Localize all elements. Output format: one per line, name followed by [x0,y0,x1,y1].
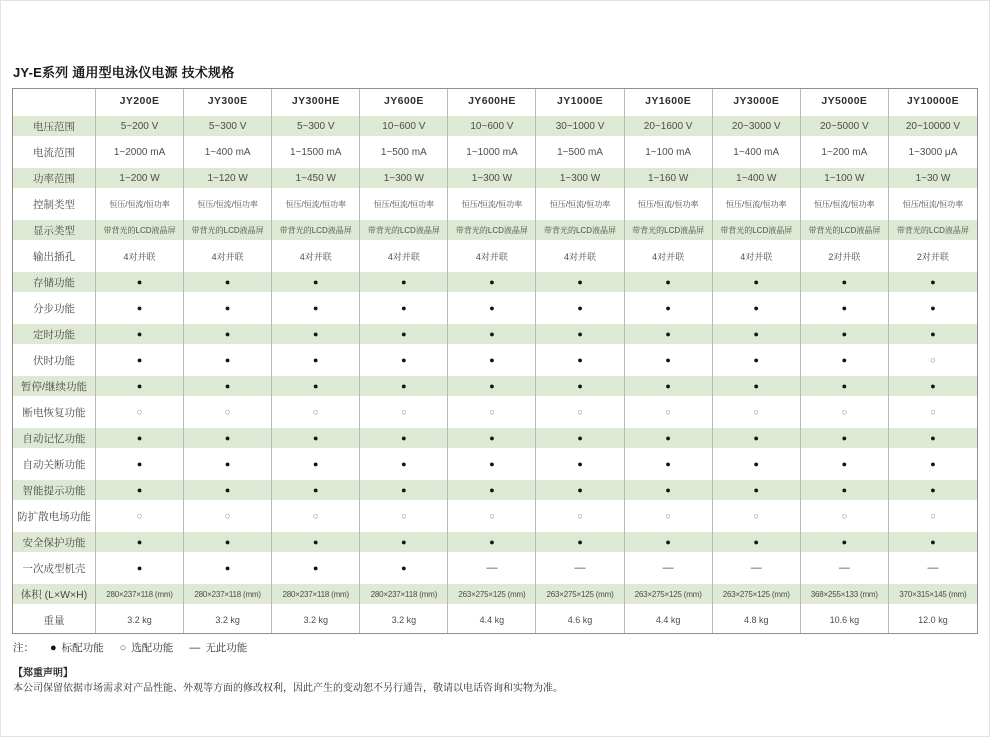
spec-cell: ● [272,321,360,347]
spec-cell: ● [96,269,184,295]
spec-cell: ○ [536,503,624,529]
spec-cell: 4.6 kg [536,607,624,633]
spec-cell: 368×255×133 (mm) [801,581,889,607]
row-label: 断电恢复功能 [13,399,96,425]
spec-cell: ● [360,321,448,347]
spec-cell: ○ [930,354,936,366]
spec-cell: ● [184,529,272,555]
model-header: JY5000E [801,89,889,113]
spec-cell: 恒压/恒流/恒功率 [360,191,448,217]
spec-cell: 20~10000 V [889,113,977,139]
spec-cell: 2对并联 [916,251,949,262]
spec-cell: ● [625,347,713,373]
spec-cell: ○ [801,399,889,425]
spec-cell: 370×315×145 (mm) [889,581,977,607]
spec-cell: ● [96,555,184,581]
spec-cell: 带背光的LCD液晶屏 [713,217,801,243]
spec-cell: ● [536,269,624,295]
spec-cell: 带背光的LCD液晶屏 [96,217,184,243]
spec-cell: — [713,555,801,581]
page-title: JY-E系列 通用型电泳仪电源 技术规格 [13,65,235,80]
legend-item-none [189,640,247,655]
spec-cell: ● [889,373,977,399]
spec-cell: ● [801,425,889,451]
spec-cell: ● [448,269,536,295]
spec-cell: 带背光的LCD液晶屏 [360,217,448,243]
spec-cell: ● [272,425,360,451]
spec-cell: ○ [272,399,360,425]
spec-cell: 1~120 W [184,165,272,191]
table-row [13,243,977,269]
row-label: 控制类型 [13,191,96,217]
spec-cell: 4对并联 [96,243,184,269]
spec-cell: 280×237×118 (mm) [272,581,360,607]
table-header-row [13,89,977,113]
spec-cell: ● [272,477,360,503]
row-label: 智能提示功能 [13,477,96,503]
spec-cell: ○ [536,399,624,425]
spec-cell: 280×237×118 (mm) [360,581,448,607]
spec-cell: ○ [713,503,801,529]
spec-cell: ● [713,425,801,451]
spec-cell: ○ [713,399,801,425]
model-header: JY1000E [536,89,624,113]
spec-cell: 1~400 W [713,165,801,191]
spec-cell: 280×237×118 (mm) [184,581,272,607]
model-header: JY300E [184,89,272,113]
table-row [13,191,977,217]
row-label: 输出插孔 [13,243,96,269]
spec-cell: ● [801,451,889,477]
spec-cell: 恒压/恒流/恒功率 [272,191,360,217]
open-circle-icon: ○ [119,641,127,654]
spec-cell: ● [713,269,801,295]
spec-cell: 4.4 kg [448,607,536,633]
spec-cell: ● [448,295,536,321]
spec-cell: ○ [272,503,360,529]
spec-cell: ● [625,477,713,503]
disclaimer [13,666,963,696]
table-row [13,425,977,451]
spec-cell: ● [448,373,536,399]
spec-cell: 恒压/恒流/恒功率 [625,191,713,217]
row-label: 分步功能 [13,295,96,321]
model-header: JY600E [360,89,448,113]
spec-cell: 30~1000 V [536,113,624,139]
spec-cell: 3.2 kg [272,607,360,633]
spec-cell: 10~600 V [448,113,536,139]
spec-cell: ● [801,529,889,555]
spec-cell: 5~300 V [184,113,272,139]
spec-cell: 3.2 kg [184,607,272,633]
legend-item-label: 选配功能 [131,642,174,654]
spec-cell: ● [625,269,713,295]
spec-cell: ○ [625,399,713,425]
spec-cell: ● [889,269,977,295]
table-row [13,295,977,321]
spec-cell: 恒压/恒流/恒功率 [448,191,536,217]
spec-cell: 恒压/恒流/恒功率 [801,191,889,217]
spec-cell: ○ [625,503,713,529]
model-header: JY600HE [448,89,536,113]
spec-cell: ● [801,321,889,347]
spec-cell: 1~400 mA [713,139,801,165]
spec-cell: ● [272,295,360,321]
spec-cell: 4对并联 [448,243,536,269]
spec-cell: ● [184,425,272,451]
spec-cell: ● [360,529,448,555]
spec-cell: ● [96,529,184,555]
filled-circle-icon: ● [50,641,57,654]
spec-cell: ● [184,321,272,347]
row-label: 显示类型 [13,217,96,243]
spec-cell: ● [625,295,713,321]
spec-cell: 263×275×125 (mm) [536,581,624,607]
spec-cell: 1~200 mA [801,139,889,165]
spec-table [12,88,978,634]
spec-cell: 恒压/恒流/恒功率 [902,199,964,209]
spec-cell: — [448,555,536,581]
spec-cell: ○ [801,503,889,529]
spec-cell: ● [713,451,801,477]
spec-cell: 4.8 kg [713,607,801,633]
spec-cell: ● [448,347,536,373]
model-header: JY1600E [625,89,713,113]
spec-cell: 1~300 W [360,165,448,191]
spec-cell: 带背光的LCD液晶屏 [184,217,272,243]
spec-cell: — [625,555,713,581]
spec-cell: ● [801,295,889,321]
row-label: 电流范围 [13,139,96,165]
spec-cell: 4对并联 [272,243,360,269]
disclaimer-heading: 【郑重声明】 [13,668,73,679]
spec-cell: ○ [184,399,272,425]
spec-cell: ● [272,347,360,373]
legend-item-optional [120,640,174,655]
spec-cell: 280×237×118 (mm) [96,581,184,607]
spec-cell: ● [536,451,624,477]
spec-cell: 带背光的LCD液晶屏 [801,217,889,243]
spec-cell: ● [889,321,977,347]
spec-cell: ● [536,529,624,555]
spec-cell: ● [801,477,889,503]
spec-cell: 20~3000 V [713,113,801,139]
legend [13,640,247,655]
table-row [13,529,977,555]
dash-icon: — [189,641,201,654]
spec-cell: ● [360,373,448,399]
spec-cell: ● [96,477,184,503]
spec-cell: ● [801,347,889,373]
row-label: 定时功能 [13,321,96,347]
spec-cell: ● [184,451,272,477]
spec-cell: 1~160 W [625,165,713,191]
spec-cell: ● [96,295,184,321]
spec-cell: 4对并联 [625,243,713,269]
spec-cell: ● [360,451,448,477]
model-header: JY10000E [906,95,960,107]
spec-cell: ● [184,295,272,321]
spec-cell: ● [625,529,713,555]
row-label: 电压范围 [13,113,96,139]
spec-cell: ● [713,477,801,503]
spec-cell: ● [96,425,184,451]
row-label: 暂停/继续功能 [13,373,96,399]
spec-cell: 1~2000 mA [96,139,184,165]
spec-cell: — [536,555,624,581]
spec-cell: ● [184,477,272,503]
table-row [13,451,977,477]
spec-cell: ● [801,269,889,295]
spec-cell: 1~300 W [536,165,624,191]
spec-cell: ● [184,347,272,373]
legend-prefix: 注： [13,642,34,654]
spec-cell: 1~100 mA [625,139,713,165]
table-row [13,607,977,633]
spec-cell: 1~500 mA [536,139,624,165]
spec-cell: 3.2 kg [360,607,448,633]
spec-cell: 12.0 kg [918,615,948,625]
legend-item-standard [50,640,104,655]
legend-item-label: 无此功能 [205,642,248,654]
spec-cell: ● [930,459,936,469]
spec-cell: — [927,562,939,574]
spec-cell: ● [272,529,360,555]
spec-cell: 20~5000 V [801,113,889,139]
table-row [13,555,977,581]
row-label: 自动记忆功能 [13,425,96,451]
spec-cell: ● [713,321,801,347]
spec-cell: 带背光的LCD液晶屏 [889,217,977,243]
spec-cell: ○ [96,399,184,425]
table-row [13,321,977,347]
spec-cell: 10~600 V [360,113,448,139]
spec-cell: 4对并联 [360,243,448,269]
spec-cell: 3.2 kg [96,607,184,633]
spec-cell: ● [889,529,977,555]
spec-cell: ● [536,295,624,321]
row-label: 防扩散电场功能 [13,503,96,529]
spec-cell: ● [889,425,977,451]
spec-cell: 1~400 mA [184,139,272,165]
spec-cell: 1~1000 mA [448,139,536,165]
spec-cell: 5~300 V [272,113,360,139]
spec-cell: ● [272,451,360,477]
model-header: JY3000E [713,89,801,113]
spec-cell: 5~200 V [96,113,184,139]
table-row [13,347,977,373]
spec-cell: — [801,555,889,581]
row-label: 伏时功能 [13,347,96,373]
spec-cell: ● [360,425,448,451]
table-row [13,581,977,607]
table-row [13,165,977,191]
spec-cell: ● [536,347,624,373]
corner-cell [13,89,96,113]
spec-cell: 1~300 W [448,165,536,191]
spec-cell: ● [930,303,936,313]
spec-cell: ● [448,477,536,503]
spec-cell: 263×275×125 (mm) [625,581,713,607]
row-label: 存储功能 [13,269,96,295]
spec-cell: 恒压/恒流/恒功率 [713,191,801,217]
spec-cell: 恒压/恒流/恒功率 [184,191,272,217]
spec-cell: 恒压/恒流/恒功率 [96,191,184,217]
spec-cell: ● [184,555,272,581]
spec-cell: 1~450 W [272,165,360,191]
spec-cell: ○ [360,399,448,425]
spec-cell: 带背光的LCD液晶屏 [272,217,360,243]
spec-cell: ● [536,373,624,399]
table-row [13,373,977,399]
spec-cell: 1~100 W [801,165,889,191]
spec-cell: 4对并联 [713,243,801,269]
spec-cell: 1~500 mA [360,139,448,165]
spec-cell: 1~3000 μA [908,146,958,158]
spec-cell: ● [713,295,801,321]
spec-cell: ○ [96,503,184,529]
spec-cell: ● [272,269,360,295]
spec-cell: ● [96,451,184,477]
spec-cell: 带背光的LCD液晶屏 [625,217,713,243]
spec-cell: 1~200 W [96,165,184,191]
spec-cell: ● [625,321,713,347]
spec-cell: ● [96,347,184,373]
spec-cell: ● [360,269,448,295]
table-row [13,269,977,295]
spec-cell: ● [625,451,713,477]
spec-cell: ● [448,425,536,451]
spec-cell: ● [448,451,536,477]
spec-cell: ● [96,373,184,399]
spec-cell: ● [713,347,801,373]
table-row [13,503,977,529]
row-label: 安全保护功能 [13,529,96,555]
spec-cell: ● [801,373,889,399]
spec-cell: ○ [360,503,448,529]
row-label: 体积 (L×W×H) [13,581,96,607]
spec-cell: 2对并联 [801,243,889,269]
spec-cell: ● [625,373,713,399]
spec-cell: 带背光的LCD液晶屏 [448,217,536,243]
spec-cell: ● [713,373,801,399]
spec-cell: ○ [184,503,272,529]
spec-cell: 1~30 W [889,165,977,191]
table-row [13,113,977,139]
spec-cell: ● [448,321,536,347]
row-label: 自动关断功能 [13,451,96,477]
spec-cell: ● [272,555,360,581]
row-label: 功率范围 [13,165,96,191]
table-row [13,399,977,425]
spec-cell: ● [272,373,360,399]
legend-item-label: 标配功能 [61,642,104,654]
spec-cell: ● [713,529,801,555]
spec-cell: 4对并联 [184,243,272,269]
row-label: 一次成型机壳 [13,555,96,581]
model-header: JY300HE [272,89,360,113]
spec-cell: ● [536,321,624,347]
spec-cell: ○ [448,399,536,425]
spec-cell: 4对并联 [536,243,624,269]
spec-cell: 带背光的LCD液晶屏 [536,217,624,243]
spec-cell: ● [448,529,536,555]
spec-cell: ● [360,347,448,373]
spec-cell: ● [360,295,448,321]
spec-cell: ● [889,477,977,503]
table-row [13,139,977,165]
spec-cell: ● [360,477,448,503]
disclaimer-body: 本公司保留依据市场需求对产品性能、外观等方面的修改权利，因此产生的变动恕不另行通告，敬请以电话咨询和实物为准。 [13,683,563,694]
spec-cell: ○ [930,406,936,418]
spec-cell: ○ [448,503,536,529]
spec-cell: ● [536,425,624,451]
table-row [13,477,977,503]
spec-cell: ● [184,269,272,295]
spec-cell: ● [184,373,272,399]
spec-cell: 263×275×125 (mm) [448,581,536,607]
spec-cell: ○ [930,510,936,522]
table-row [13,217,977,243]
spec-cell: ● [625,425,713,451]
spec-cell: 1~1500 mA [272,139,360,165]
spec-cell: 20~1600 V [625,113,713,139]
spec-cell: ● [360,555,448,581]
spec-cell: ● [96,321,184,347]
spec-cell: 恒压/恒流/恒功率 [536,191,624,217]
spec-cell: 10.6 kg [801,607,889,633]
spec-cell: 4.4 kg [625,607,713,633]
row-label: 重量 [13,607,96,633]
model-header: JY200E [96,89,184,113]
spec-cell: 263×275×125 (mm) [713,581,801,607]
spec-cell: ● [536,477,624,503]
